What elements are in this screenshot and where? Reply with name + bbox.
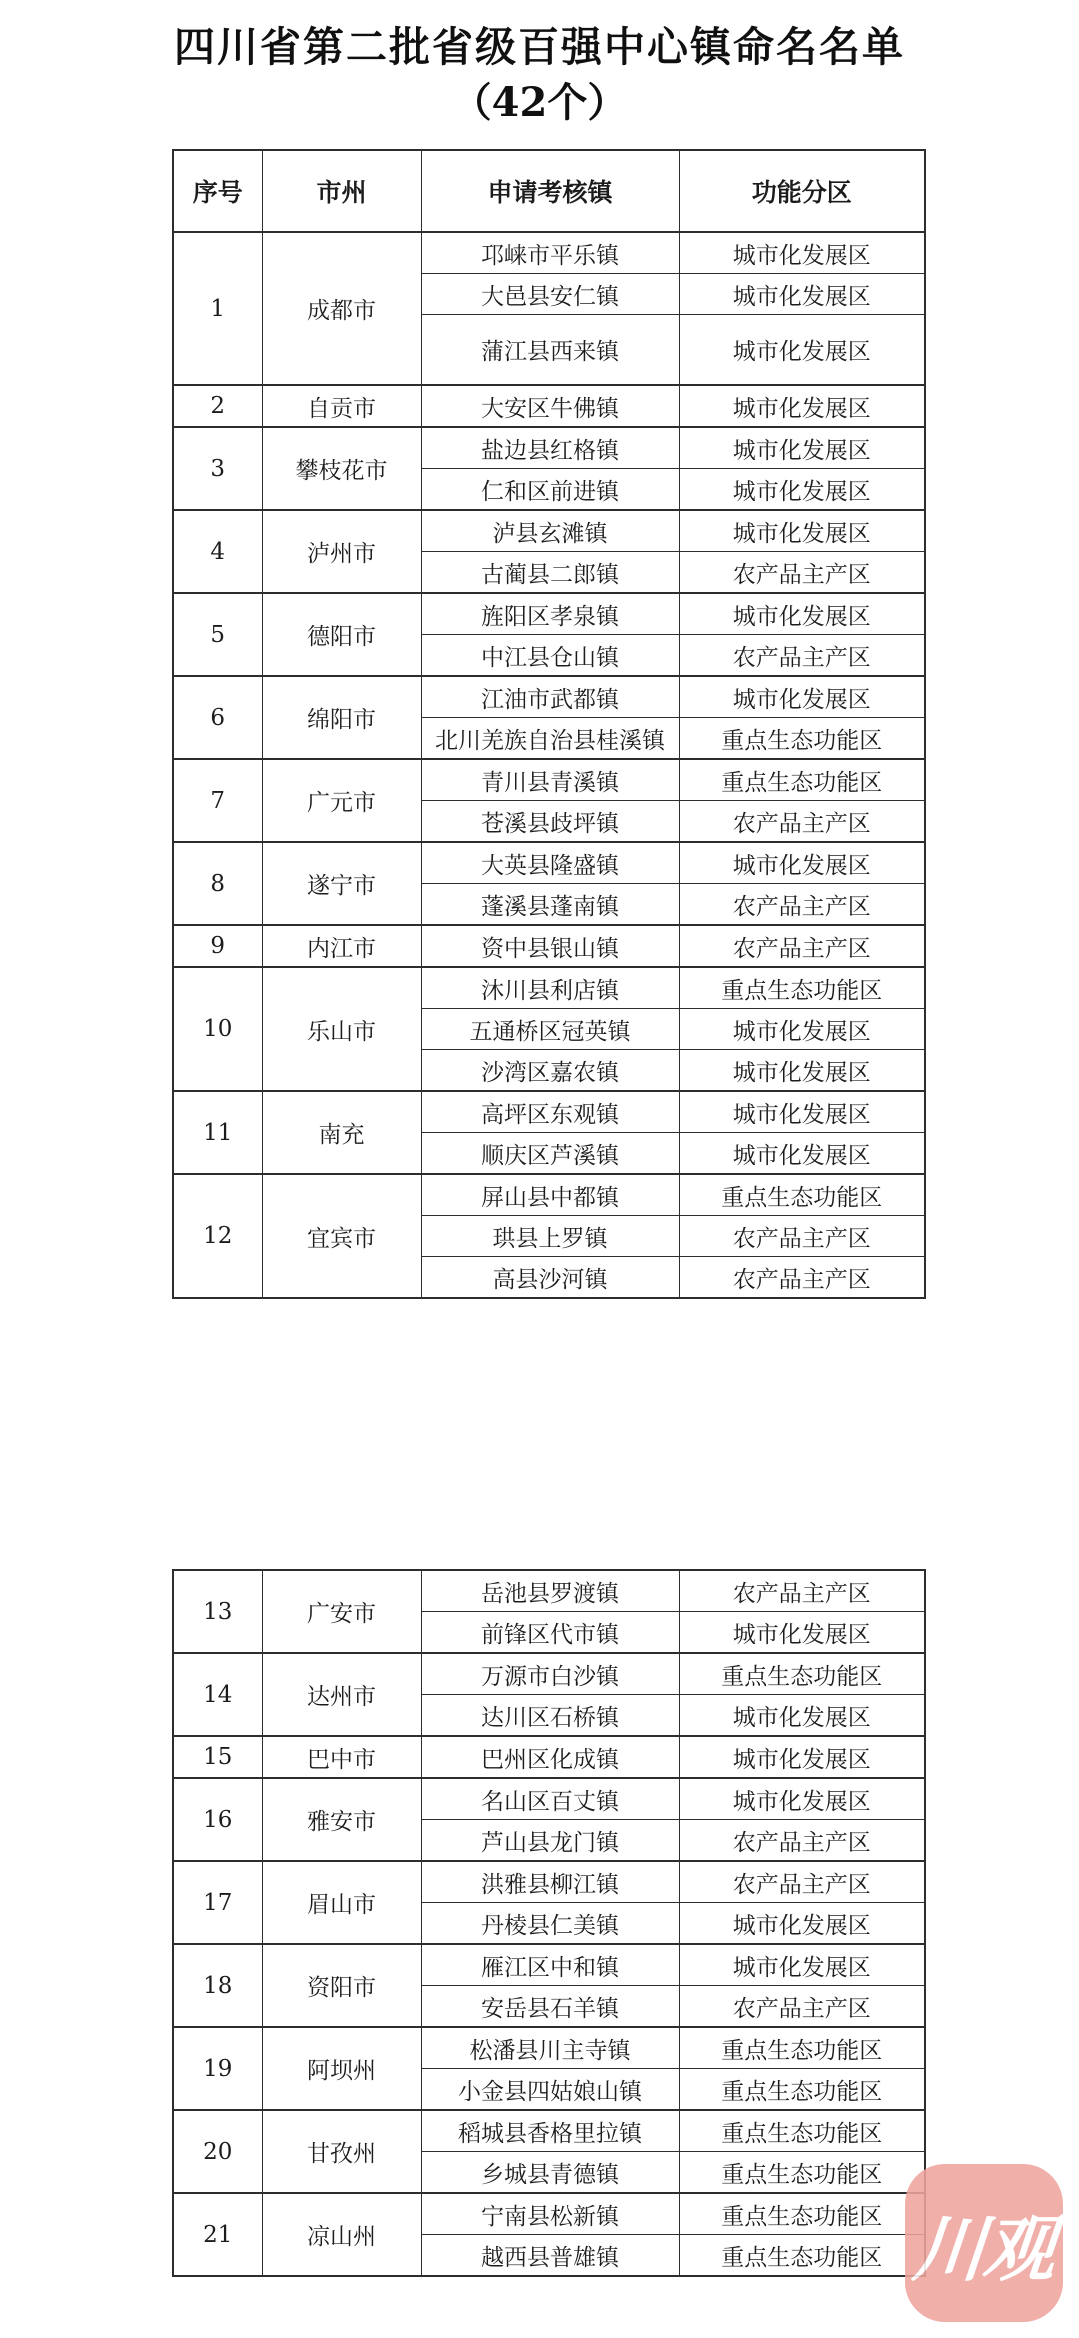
town-cell: 盐边县红格镇	[421, 427, 679, 469]
serial-cell: 15	[173, 1736, 262, 1778]
table-row	[173, 1861, 925, 1903]
town-cell: 青川县青溪镇	[421, 759, 679, 801]
zone-cell: 农产品主产区	[679, 1861, 925, 1903]
city-cell: 攀枝花市	[262, 427, 421, 510]
town-cell: 泸县玄滩镇	[421, 510, 679, 552]
zone-cell: 重点生态功能区	[679, 967, 925, 1009]
city-cell: 南充	[262, 1091, 421, 1174]
city-cell: 泸州市	[262, 510, 421, 593]
table-row	[173, 2193, 925, 2235]
town-cell: 达川区石桥镇	[421, 1695, 679, 1737]
zone-cell: 城市化发展区	[679, 427, 925, 469]
town-cell: 大英县隆盛镇	[421, 842, 679, 884]
table-row	[173, 759, 925, 801]
town-cell: 北川羌族自治县桂溪镇	[421, 718, 679, 760]
town-cell: 稻城县香格里拉镇	[421, 2110, 679, 2152]
town-cell: 邛崃市平乐镇	[421, 232, 679, 274]
city-cell: 凉山州	[262, 2193, 421, 2276]
serial-cell: 21	[173, 2193, 262, 2276]
city-cell: 资阳市	[262, 1944, 421, 2027]
zone-cell: 重点生态功能区	[679, 2235, 925, 2277]
zone-cell: 农产品主产区	[679, 552, 925, 594]
city-cell: 巴中市	[262, 1736, 421, 1778]
table-row	[173, 2110, 925, 2152]
city-cell: 宜宾市	[262, 1174, 421, 1298]
serial-cell: 2	[173, 385, 262, 427]
city-cell: 乐山市	[262, 967, 421, 1091]
serial-cell: 17	[173, 1861, 262, 1944]
table-row	[173, 1944, 925, 1986]
town-cell: 松潘县川主寺镇	[421, 2027, 679, 2069]
town-cell: 中江县仓山镇	[421, 635, 679, 677]
city-cell: 自贡市	[262, 385, 421, 427]
zone-cell: 城市化发展区	[679, 842, 925, 884]
zone-cell: 重点生态功能区	[679, 759, 925, 801]
town-cell: 五通桥区冠英镇	[421, 1009, 679, 1050]
town-cell: 乡城县青德镇	[421, 2152, 679, 2194]
table-row	[173, 925, 925, 967]
serial-cell: 5	[173, 593, 262, 676]
watermark-text: 川观	[909, 2206, 1058, 2291]
town-cell: 资中县银山镇	[421, 925, 679, 967]
zone-cell: 农产品主产区	[679, 925, 925, 967]
town-cell: 芦山县龙门镇	[421, 1820, 679, 1862]
zone-cell: 重点生态功能区	[679, 2110, 925, 2152]
serial-cell: 4	[173, 510, 262, 593]
serial-cell: 16	[173, 1778, 262, 1861]
zone-cell: 农产品主产区	[679, 801, 925, 843]
table-row	[173, 385, 925, 427]
table-row	[173, 1091, 925, 1133]
zone-cell: 重点生态功能区	[679, 2152, 925, 2194]
serial-cell: 20	[173, 2110, 262, 2193]
town-cell: 古蔺县二郎镇	[421, 552, 679, 594]
city-cell: 内江市	[262, 925, 421, 967]
town-cell: 丹棱县仁美镇	[421, 1903, 679, 1945]
town-cell: 珙县上罗镇	[421, 1216, 679, 1257]
serial-cell: 18	[173, 1944, 262, 2027]
table-header-row	[173, 150, 925, 232]
zone-cell: 城市化发展区	[679, 1944, 925, 1986]
zone-cell: 城市化发展区	[679, 232, 925, 274]
zone-cell: 重点生态功能区	[679, 2069, 925, 2111]
zone-cell: 农产品主产区	[679, 884, 925, 926]
table-row	[173, 842, 925, 884]
table-row	[173, 427, 925, 469]
zone-cell: 城市化发展区	[679, 1695, 925, 1737]
town-cell: 苍溪县歧坪镇	[421, 801, 679, 843]
table-row	[173, 2027, 925, 2069]
zone-cell: 城市化发展区	[679, 274, 925, 315]
zone-cell: 农产品主产区	[679, 1216, 925, 1257]
town-cell: 沙湾区嘉农镇	[421, 1050, 679, 1092]
page-title-line1: 四川省第二批省级百强中心镇命名名单	[174, 23, 905, 71]
serial-cell: 8	[173, 842, 262, 925]
city-cell: 广元市	[262, 759, 421, 842]
table-row	[173, 232, 925, 274]
town-cell: 蓬溪县蓬南镇	[421, 884, 679, 926]
town-cell: 巴州区化成镇	[421, 1736, 679, 1778]
serial-cell: 13	[173, 1570, 262, 1653]
city-cell: 成都市	[262, 232, 421, 385]
serial-cell: 6	[173, 676, 262, 759]
table-row	[173, 510, 925, 552]
zone-cell: 城市化发展区	[679, 1009, 925, 1050]
town-cell: 顺庆区芦溪镇	[421, 1133, 679, 1175]
zone-cell: 城市化发展区	[679, 510, 925, 552]
page-title	[0, 22, 1079, 126]
column-header-town: 申请考核镇	[421, 150, 679, 232]
serial-cell: 12	[173, 1174, 262, 1298]
town-cell: 前锋区代市镇	[421, 1612, 679, 1654]
city-cell: 甘孜州	[262, 2110, 421, 2193]
town-cell: 沐川县利店镇	[421, 967, 679, 1009]
table-row	[173, 967, 925, 1009]
town-cell: 洪雅县柳江镇	[421, 1861, 679, 1903]
town-cell: 大安区牛佛镇	[421, 385, 679, 427]
serial-cell: 14	[173, 1653, 262, 1736]
town-cell: 名山区百丈镇	[421, 1778, 679, 1820]
serial-cell: 19	[173, 2027, 262, 2110]
page-title-line2: （42个）	[451, 79, 628, 126]
table-row	[173, 1570, 925, 1612]
town-cell: 高坪区东观镇	[421, 1091, 679, 1133]
zone-cell: 城市化发展区	[679, 1736, 925, 1778]
town-cell: 雁江区中和镇	[421, 1944, 679, 1986]
zone-cell: 城市化发展区	[679, 469, 925, 511]
town-cell: 仁和区前进镇	[421, 469, 679, 511]
zone-cell: 城市化发展区	[679, 1050, 925, 1092]
town-cell: 高县沙河镇	[421, 1257, 679, 1299]
column-header-city: 市州	[262, 150, 421, 232]
city-cell: 德阳市	[262, 593, 421, 676]
zone-cell: 城市化发展区	[679, 1612, 925, 1654]
zone-cell: 农产品主产区	[679, 1820, 925, 1862]
zone-cell: 农产品主产区	[679, 1986, 925, 2028]
zone-cell: 农产品主产区	[679, 1257, 925, 1299]
column-header-serial: 序号	[173, 150, 262, 232]
zone-cell: 城市化发展区	[679, 385, 925, 427]
zone-cell: 重点生态功能区	[679, 2193, 925, 2235]
zone-cell: 重点生态功能区	[679, 2027, 925, 2069]
table-row	[173, 1736, 925, 1778]
town-cell: 屏山县中都镇	[421, 1174, 679, 1216]
serial-cell: 3	[173, 427, 262, 510]
zone-cell: 城市化发展区	[679, 1133, 925, 1175]
town-cell: 宁南县松新镇	[421, 2193, 679, 2235]
zone-cell: 城市化发展区	[679, 1091, 925, 1133]
zone-cell: 城市化发展区	[679, 593, 925, 635]
town-cell: 小金县四姑娘山镇	[421, 2069, 679, 2111]
serial-cell: 1	[173, 232, 262, 385]
zone-cell: 城市化发展区	[679, 315, 925, 386]
serial-cell: 10	[173, 967, 262, 1091]
chuanguan-logo-watermark	[905, 2164, 1063, 2322]
table-row	[173, 1653, 925, 1695]
table-row	[173, 676, 925, 718]
city-cell: 阿坝州	[262, 2027, 421, 2110]
zone-cell: 城市化发展区	[679, 1903, 925, 1945]
table-row	[173, 1778, 925, 1820]
zone-cell: 重点生态功能区	[679, 1653, 925, 1695]
table-row	[173, 1174, 925, 1216]
town-cell: 安岳县石羊镇	[421, 1986, 679, 2028]
town-cell: 蒲江县西来镇	[421, 315, 679, 386]
zone-cell: 农产品主产区	[679, 635, 925, 677]
town-cell: 江油市武都镇	[421, 676, 679, 718]
city-cell: 达州市	[262, 1653, 421, 1736]
serial-cell: 11	[173, 1091, 262, 1174]
serial-cell: 7	[173, 759, 262, 842]
towns-table-page-2	[172, 1569, 926, 2277]
town-cell: 越西县普雄镇	[421, 2235, 679, 2277]
city-cell: 眉山市	[262, 1861, 421, 1944]
city-cell: 广安市	[262, 1570, 421, 1653]
town-cell: 旌阳区孝泉镇	[421, 593, 679, 635]
city-cell: 绵阳市	[262, 676, 421, 759]
serial-cell: 9	[173, 925, 262, 967]
zone-cell: 重点生态功能区	[679, 1174, 925, 1216]
city-cell: 遂宁市	[262, 842, 421, 925]
city-cell: 雅安市	[262, 1778, 421, 1861]
table-row	[173, 593, 925, 635]
towns-table-page-1	[172, 149, 926, 1299]
town-cell: 岳池县罗渡镇	[421, 1570, 679, 1612]
zone-cell: 重点生态功能区	[679, 718, 925, 760]
zone-cell: 农产品主产区	[679, 1570, 925, 1612]
zone-cell: 城市化发展区	[679, 1778, 925, 1820]
town-cell: 万源市白沙镇	[421, 1653, 679, 1695]
zone-cell: 城市化发展区	[679, 676, 925, 718]
column-header-zone: 功能分区	[679, 150, 925, 232]
town-cell: 大邑县安仁镇	[421, 274, 679, 315]
